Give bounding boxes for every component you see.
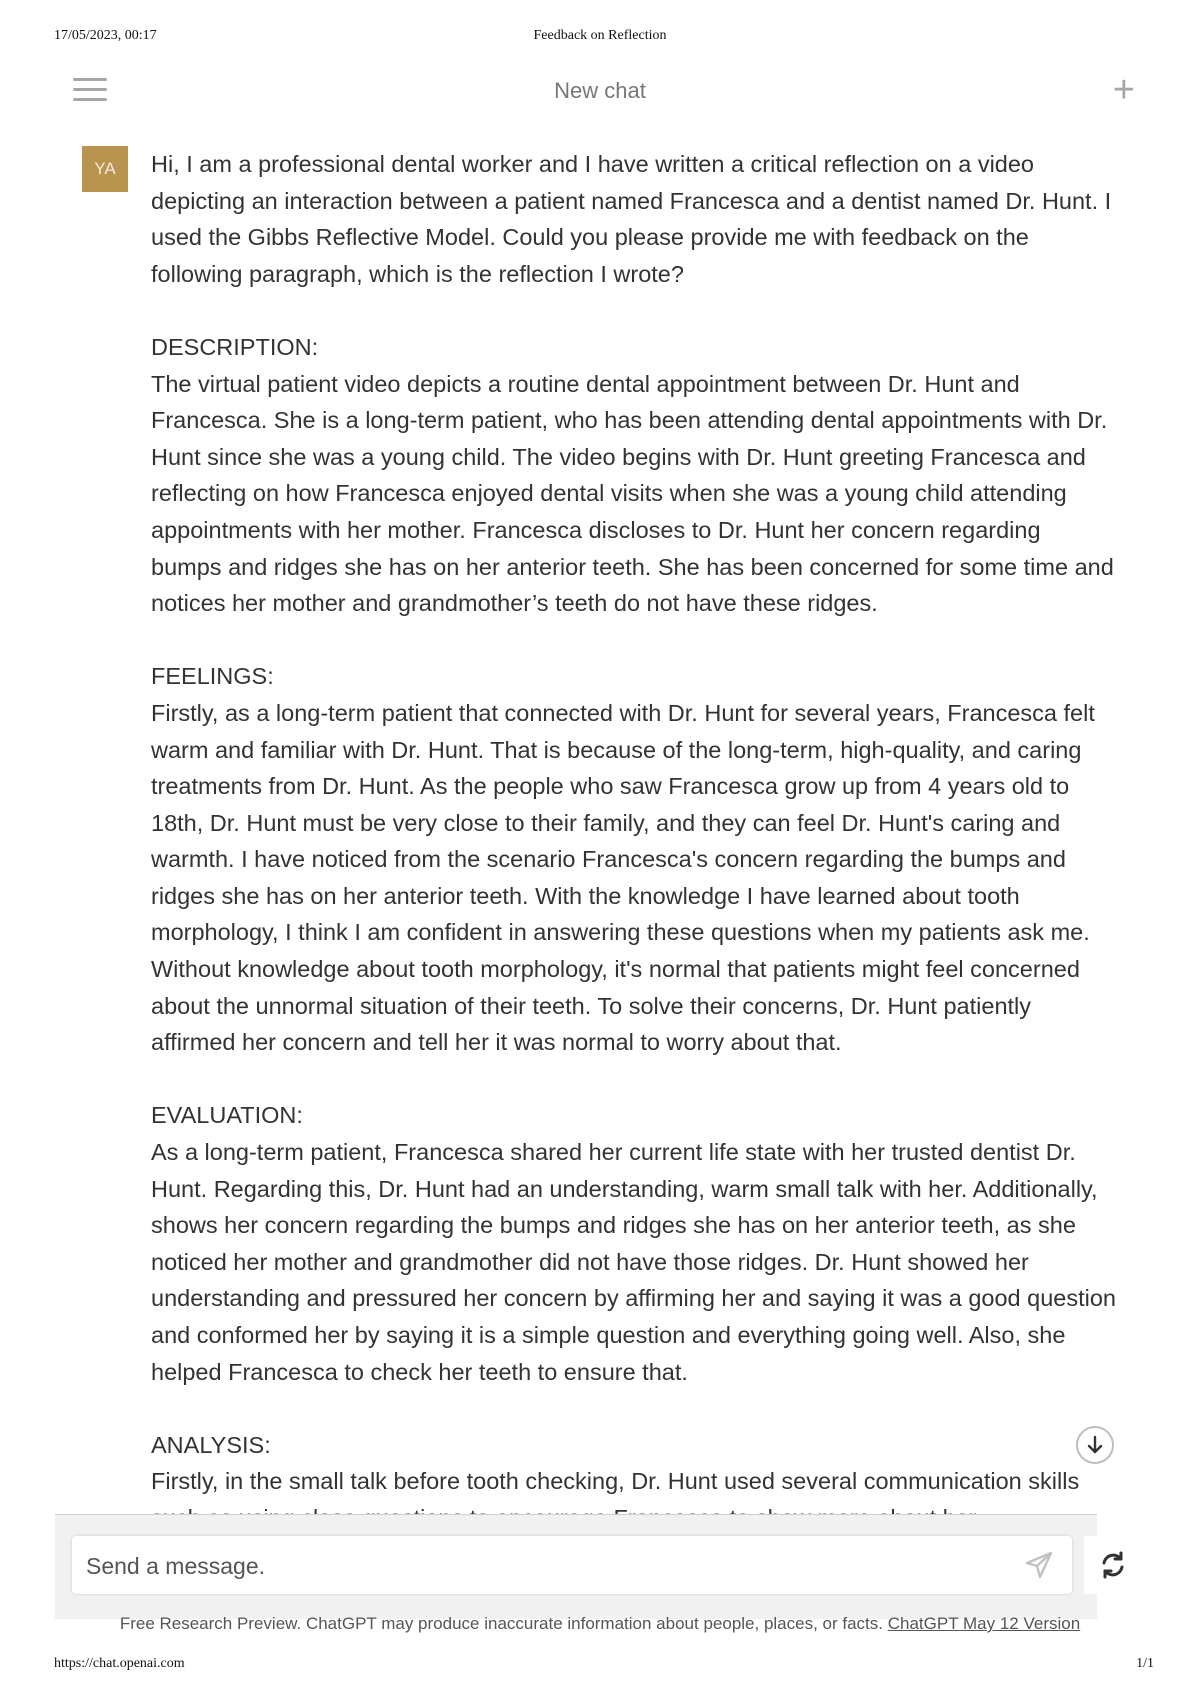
section-heading-description: DESCRIPTION: <box>151 333 319 360</box>
user-message <box>151 146 1116 1526</box>
scroll-down-button[interactable] <box>1076 1426 1114 1464</box>
message-paragraph: Firstly, in the small talk before tooth checking, Dr. Hunt used several communication skills <box>151 1468 1080 1495</box>
send-icon[interactable] <box>1024 1550 1054 1580</box>
chat-title: New chat <box>554 78 646 103</box>
avatar: YA <box>82 146 128 192</box>
chat-header <box>55 70 1145 114</box>
message-paragraph: Firstly, as a long-term patient that connected with Dr. Hunt for several years, Francesca felt warm and familiar with Dr. Hunt. That is because of the long-term, high-quality, and caring treatments from Dr. Hunt. As the people who saw Francesca grow up from 4 years old to 18th, Dr. Hunt must be very close to their family, and they can feel Dr. Hunt's caring and warmth. I have noticed from the scenario Francesca's concern regarding the bumps and ridges she has on her anterior teeth. With the knowledge I have learned about tooth morphology, I think I am confident in answering these questions when my patients ask me. Without knowledge about tooth morphology, it's normal that patients might feel concerned about the unnormal situation of their teeth. To solve their concerns, Dr. Hunt patiently affirmed her concern and tell her it was normal to worry about that. <box>151 699 1095 1056</box>
print-footer <box>0 1656 1200 1676</box>
message-paragraph: Hi, I am a professional dental worker and I have written a critical reflection on a video depicting an interaction between a patient named Francesca and a dentist named Dr. Hunt. I used the Gibbs Reflective Model. Could you please provide me with feedback on the following paragraph, which is the reflection I wrote? <box>151 151 1112 287</box>
print-datetime: 17/05/2023, 00:17 <box>54 28 157 43</box>
refresh-icon <box>1098 1550 1128 1580</box>
message-paragraph: As a long-term patient, Francesca shared her current life state with her trusted dentist Dr. Hunt. Regarding this, Dr. Hunt had an understanding, warm small talk with her. Additionally, shows her concern regarding the bumps and ridges she has on her anterior teeth, as she noticed her mother and grandmother did not have those ridges. Dr. Hunt showed her understanding and pressured her concern by affirming her and saying it was a good question and conformed her by saying it is a simple question and everything going well. Also, she helped Francesca to check her teeth to ensure that. <box>151 1139 1116 1385</box>
section-heading-feelings: FEELINGS: <box>151 663 274 690</box>
arrow-down-icon <box>1086 1435 1104 1455</box>
disclaimer-text: Free Research Preview. ChatGPT may produce inaccurate information about people, places, or facts. <box>119 1614 883 1633</box>
message-input[interactable] <box>84 1544 988 1588</box>
disclaimer <box>0 1614 1200 1634</box>
print-header <box>0 28 1200 48</box>
print-title: Feedback on Reflection <box>533 28 667 43</box>
regenerate-button[interactable] <box>1084 1536 1142 1594</box>
section-heading-analysis: ANALYSIS: <box>151 1431 271 1458</box>
version-link[interactable]: ChatGPT May 12 Version <box>887 1614 1081 1633</box>
print-url: https://chat.openai.com <box>54 1656 185 1671</box>
plus-icon[interactable]: + <box>1112 69 1135 111</box>
section-heading-evaluation: EVALUATION: <box>151 1102 303 1129</box>
message-input-box <box>72 1536 1072 1594</box>
message-paragraph: The virtual patient video depicts a routine dental appointment between Dr. Hunt and Francesca. She is a long-term patient, who has been attending dental appointments with Dr. Hunt since she was a young child. The video begins with Dr. Hunt greeting Francesca and reflecting on how Francesca enjoyed dental visits when she was a young child attending appointments with her mother. Francesca discloses to Dr. Hunt her concern regarding bumps and ridges she has on her anterior teeth. She has been concerned for some time and notices her mother and grandmother’s teeth do not have these ridges. <box>151 370 1114 617</box>
print-page-number: 1/1 <box>1136 1656 1154 1671</box>
